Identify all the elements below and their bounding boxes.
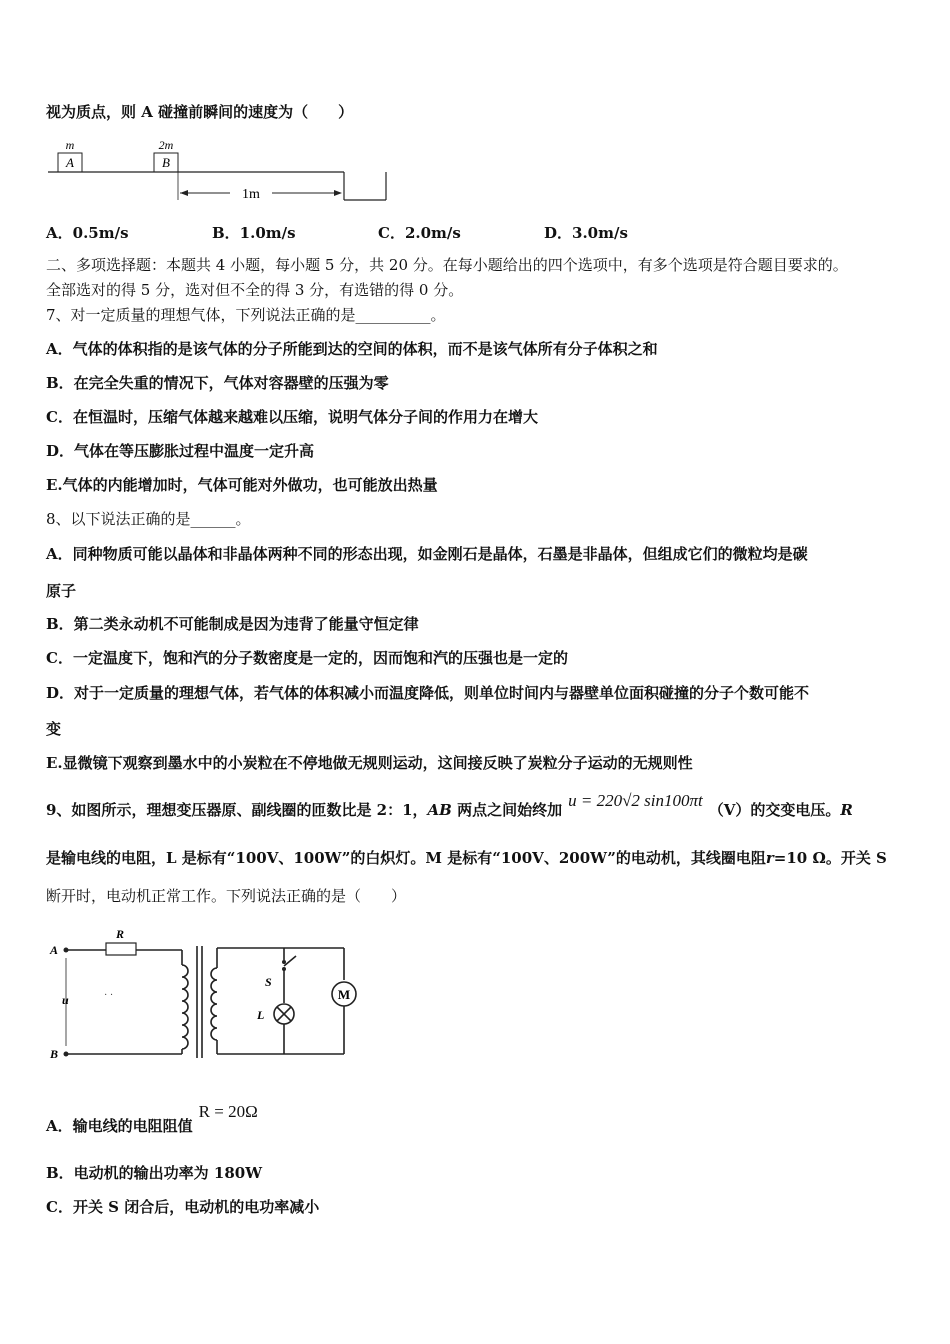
voltage-u-label: u bbox=[62, 993, 69, 1007]
q7-option-c: C．在恒温时，压缩气体越来越难以压缩，说明气体分子间的作用力在增大 bbox=[46, 408, 538, 426]
q9-stem-part1: 9、如图所示，理想变压器原、副线圈的匝数比是 2：1， bbox=[46, 801, 428, 819]
q6-option-a: A．0.5m/s bbox=[46, 224, 129, 242]
q9-option-c: C．开关 S 闭合后，电动机的电功率减小 bbox=[46, 1198, 320, 1216]
q9-stem-part3: （V）的交变电压。 bbox=[708, 801, 841, 819]
q8-option-e: E.显微镜下观察到墨水中的小炭粒在不停地做无规则运动，这间接反映了炭粒分子运动的无规则性 bbox=[46, 754, 693, 772]
q8-option-a-line1: A．同种物质可能以晶体和非晶体两种不同的形态出现，如金刚石是晶体，石墨是非晶体，但组成它们的微粒均是碳 bbox=[46, 545, 808, 563]
block-b-mass: 2m bbox=[158, 138, 174, 152]
q9-line2-part2: =10 Ω bbox=[773, 849, 826, 867]
q7-option-a: A．气体的体积指的是该气体的分子所能到达的空间的体积，而不是该气体所有分子体积之和 bbox=[46, 340, 658, 358]
q9-line2-r: r bbox=[765, 849, 774, 867]
block-a-mass: m bbox=[65, 138, 75, 152]
q8-option-c: C．一定温度下，饱和汽的分子数密度是一定的，因而饱和汽的压强也是一定的 bbox=[46, 649, 568, 667]
q7-option-e: E.气体的内能增加时，气体可能对外做功，也可能放出热量 bbox=[46, 476, 438, 494]
q9-stem-part2: 两点之间始终加 bbox=[451, 801, 563, 819]
q9-option-a-formula: R = 20Ω bbox=[198, 1102, 258, 1121]
q9-stem-ab: AB bbox=[427, 801, 452, 819]
q9-circuit-diagram bbox=[44, 918, 364, 1066]
q8-stem: 8、以下说法正确的是______。 bbox=[46, 510, 251, 528]
q6-blocks-figure bbox=[44, 138, 404, 208]
q8-option-a-line2: 原子 bbox=[46, 582, 77, 600]
q9-stem-line1 bbox=[46, 791, 853, 820]
q9-stem-line3: 断开时，电动机正常工作。下列说法正确的是（ ） bbox=[46, 887, 407, 905]
q8-option-d-line1: D．对于一定质量的理想气体，若气体的体积减小而温度降低，则单位时间内与器壁单位面积碰撞的分子个数可能不 bbox=[46, 684, 810, 702]
q8-option-d-line2: 变 bbox=[46, 720, 62, 738]
q9-option-a bbox=[46, 1102, 258, 1136]
block-a-label: A bbox=[66, 155, 74, 170]
q6-option-b: B．1.0m/s bbox=[212, 224, 296, 242]
q9-stem-r: R bbox=[840, 801, 853, 819]
q9-option-b: B．电动机的输出功率为 180W bbox=[46, 1164, 263, 1182]
q9-line2-part1: 是输电线的电阻，L 是标有“100V、100W”的白炽灯。M 是标有“100V、200W”的电动机，其线圈电阻 bbox=[46, 849, 766, 867]
svg-text:· ·: · · bbox=[104, 990, 114, 1001]
q6-option-d: D．3.0m/s bbox=[544, 224, 628, 242]
q6-stem-tail: 视为质点，则 A 碰撞前瞬间的速度为（ ） bbox=[46, 103, 354, 121]
resistor-r-label: R bbox=[116, 927, 125, 941]
switch-s-label: S bbox=[265, 975, 272, 989]
lamp-l-label: L bbox=[257, 1008, 265, 1022]
q7-option-b: B．在完全失重的情况下，气体对容器壁的压强为零 bbox=[46, 374, 389, 392]
q7-stem: 7、对一定质量的理想气体，下列说法正确的是__________。 bbox=[46, 306, 446, 324]
q9-option-a-text: A．输电线的电阻阻值 bbox=[46, 1117, 193, 1135]
section2-header-line2: 全部选对的得 5 分，选对但不全的得 3 分，有选错的得 0 分。 bbox=[46, 281, 464, 299]
terminal-a-label: A bbox=[50, 943, 59, 957]
section2-header-line1: 二、多项选择题：本题共 4 小题，每小题 5 分，共 20 分。在每小题给出的四个选项中，有多个选项是符合题目要求的。 bbox=[46, 256, 848, 274]
q6-option-c: C．2.0m/s bbox=[378, 224, 461, 242]
q8-option-b: B．第二类永动机不可能制成是因为违背了能量守恒定律 bbox=[46, 615, 419, 633]
q9-stem-line2 bbox=[46, 848, 887, 868]
motor-m-label: M bbox=[337, 987, 351, 1002]
distance-label: 1m bbox=[242, 187, 260, 202]
terminal-b-label: B bbox=[50, 1047, 59, 1061]
q7-option-d: D．气体在等压膨胀过程中温度一定升高 bbox=[46, 442, 315, 460]
q9-line2-part3: 。开关 S bbox=[825, 849, 887, 867]
block-b-label: B bbox=[162, 155, 170, 170]
q9-voltage-formula: u = 220√2 sin100πt bbox=[568, 791, 703, 810]
